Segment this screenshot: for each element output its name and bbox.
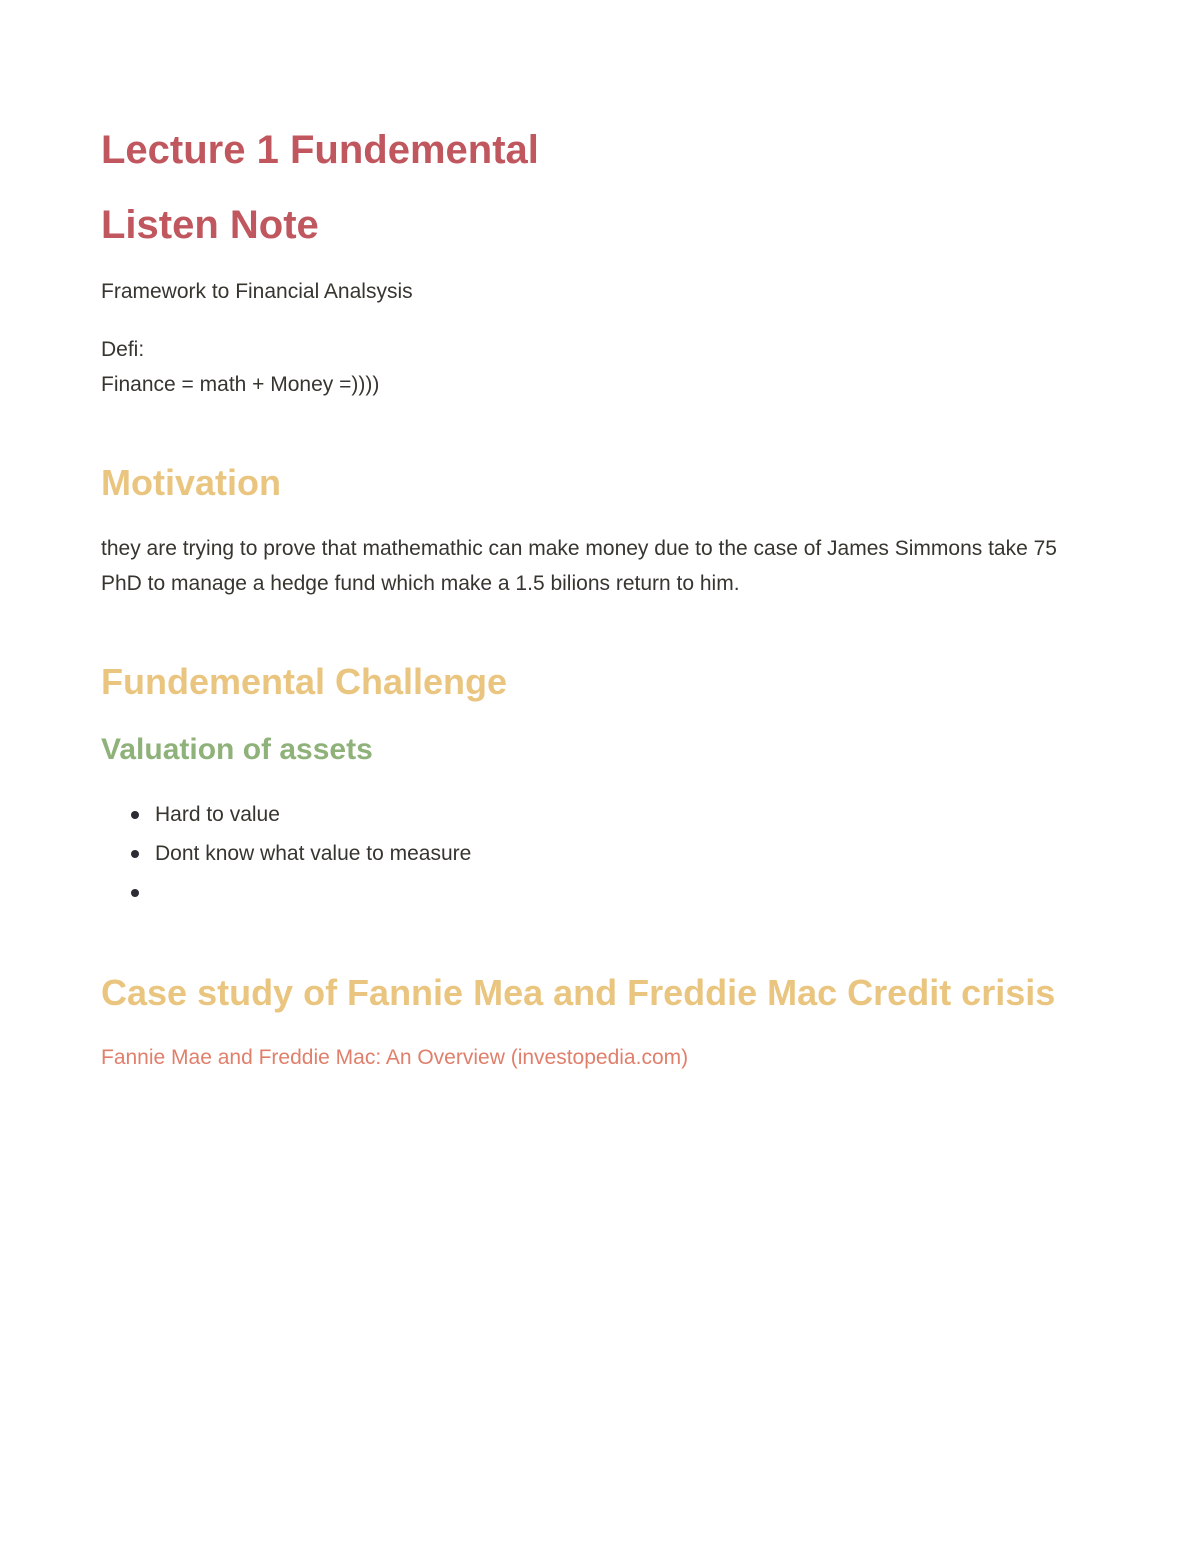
defi-label: Defi: [101, 338, 145, 361]
bullet-dot [131, 889, 139, 897]
list-item [101, 834, 471, 873]
case-study-heading: Case study of Fannie Mea and Freddie Mac Credit crisis [101, 972, 1056, 1013]
page-title-line-1: Lecture 1 Fundemental [101, 128, 539, 172]
list-item [101, 873, 471, 912]
challenge-heading: Fundemental Challenge [101, 661, 508, 702]
page-title-line-2: Listen Note [101, 203, 319, 247]
investopedia-link[interactable]: Fannie Mae and Freddie Mac: An Overview (investopedia.com) [101, 1046, 689, 1069]
list-item-text: Hard to value [155, 803, 280, 826]
bullet-dot [131, 850, 139, 858]
bullet-dot [131, 811, 139, 819]
list-item-text: Dont know what value to measure [155, 842, 472, 865]
case-study-link-paragraph [101, 1040, 688, 1075]
framework-text: Framework to Financial Analsysis [101, 280, 413, 303]
motivation-heading: Motivation [101, 462, 281, 503]
defi-value: Finance = math + Money =)))) [101, 373, 380, 396]
challenge-bullet-list [101, 795, 471, 912]
valuation-subheading: Valuation of assets [101, 733, 373, 766]
motivation-text: they are trying to prove that mathemathic can make money due to the case of James Simmons take 75 PhD to manage a hedge fund which make a 1.5 bilions return to him. [101, 537, 1057, 595]
list-item [101, 795, 471, 834]
